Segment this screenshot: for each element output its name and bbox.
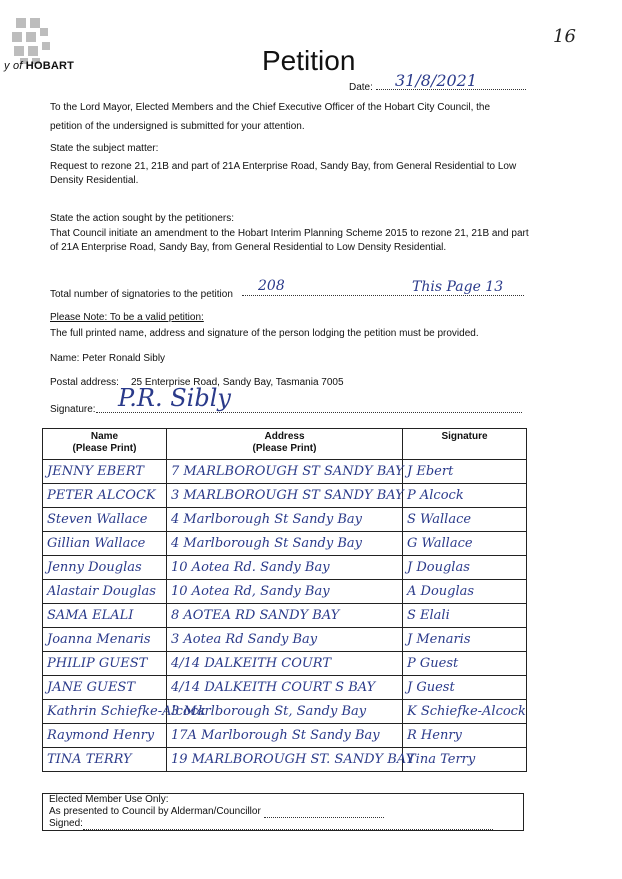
table-row	[43, 604, 527, 628]
signatory-name: Steven Wallace	[43, 508, 167, 532]
signatory-signature: J Ebert	[403, 460, 527, 484]
validity-note-label: Please Note: To be a valid petition:	[50, 312, 204, 323]
signatory-name: JENNY EBERT	[43, 460, 167, 484]
lodger-name: Name: Peter Ronald Sibly	[50, 353, 166, 364]
signatory-address: 3 MARLBOROUGH ST SANDY BAY	[167, 484, 403, 508]
signatory-signature: A Douglas	[403, 580, 527, 604]
signatory-signature: J Menaris	[403, 628, 527, 652]
signatory-address: 7 MARLBOROUGH ST SANDY BAY	[167, 460, 403, 484]
table-row	[43, 532, 527, 556]
date-value: 31/8/2021	[395, 71, 478, 90]
table-row	[43, 556, 527, 580]
signatory-address: 4/14 DALKEITH COURT S BAY	[167, 676, 403, 700]
signatory-name: TINA TERRY	[43, 748, 167, 772]
postal-address-value: 25 Enterprise Road, Sandy Bay, Tasmania 7005	[131, 377, 344, 388]
signatory-signature: G Wallace	[403, 532, 527, 556]
subject-label: State the subject matter:	[50, 143, 159, 154]
signatories-table	[42, 428, 527, 772]
lodger-signature: P.R. Sibly	[118, 384, 231, 412]
table-row	[43, 700, 527, 724]
addressee-text: To the Lord Mayor, Elected Members and the Chief Executive Officer of the Hobart City Council, the petition of the undersigned is submitted for your attention.	[50, 102, 491, 132]
signatory-name: PHILIP GUEST	[43, 652, 167, 676]
signatory-address: 3 Marlborough St, Sandy Bay	[167, 700, 403, 724]
signatory-name: Jenny Douglas	[43, 556, 167, 580]
signatory-signature: J Douglas	[403, 556, 527, 580]
signatory-address: 17A Marlborough St Sandy Bay	[167, 724, 403, 748]
signatory-address: 10 Aotea Rd. Sandy Bay	[167, 556, 403, 580]
signatory-name: Raymond Henry	[43, 724, 167, 748]
validity-note-text: The full printed name, address and signature of the person lodging the petition must be provided.	[50, 328, 479, 339]
signatory-signature: P Alcock	[403, 484, 527, 508]
table-row	[43, 580, 527, 604]
signatory-name: SAMA ELALI	[43, 604, 167, 628]
elected-member-title: Elected Member Use Only:	[49, 794, 169, 805]
signatory-address: 19 MARLBOROUGH ST. SANDY BAY	[167, 748, 403, 772]
date-label: Date:	[349, 82, 373, 93]
signatory-name: PETER ALCOCK	[43, 484, 167, 508]
address-header: Address (Please Print)	[167, 429, 403, 460]
signatory-address: 4 Marlborough St Sandy Bay	[167, 508, 403, 532]
page-count-note: This Page 13	[412, 279, 504, 295]
action-text: That Council initiate an amendment to the Hobart Interim Planning Scheme 2015 to rezone 21, 21B and part of 21A Enterprise Road, Sandy Bay, from General Residential to Low Density Residential.	[50, 228, 529, 253]
subject-text: Request to rezone 21, 21B and part of 21A Enterprise Road, Sandy Bay, from General Residential to Low Density Residential.	[50, 161, 517, 186]
total-signatories-label: Total number of signatories to the petition	[50, 289, 233, 300]
table-row	[43, 652, 527, 676]
signatory-address: 3 Aotea Rd Sandy Bay	[167, 628, 403, 652]
page-number: 16	[553, 26, 576, 47]
signature-label: Signature:	[50, 404, 96, 415]
logo-text: y of HOBART	[4, 60, 75, 72]
postal-address-label: Postal address:	[50, 377, 119, 388]
total-signatories-value: 208	[258, 278, 285, 294]
signatory-signature: P Guest	[403, 652, 527, 676]
signatory-signature: J Guest	[403, 676, 527, 700]
signatory-address: 8 AOTEA RD SANDY BAY	[167, 604, 403, 628]
signatory-name: Alastair Douglas	[43, 580, 167, 604]
signatory-signature: Tina Terry	[403, 748, 527, 772]
table-row	[43, 484, 527, 508]
table-header-row	[43, 429, 527, 460]
signed-line: Signed:	[49, 818, 517, 830]
elected-member-box	[42, 793, 524, 831]
signatory-address: 4 Marlborough St Sandy Bay	[167, 532, 403, 556]
signatory-signature: S Wallace	[403, 508, 527, 532]
signatory-name: Gillian Wallace	[43, 532, 167, 556]
signatory-address: 10 Aotea Rd, Sandy Bay	[167, 580, 403, 604]
signatory-name: Joanna Menaris	[43, 628, 167, 652]
signatory-signature: S Elali	[403, 604, 527, 628]
signatory-name: Kathrin Schiefke-Alcock	[43, 700, 167, 724]
table-row	[43, 724, 527, 748]
table-row	[43, 748, 527, 772]
table-row	[43, 508, 527, 532]
name-header: Name (Please Print)	[43, 429, 167, 460]
table-row	[43, 460, 527, 484]
signatory-name: JANE GUEST	[43, 676, 167, 700]
action-label: State the action sought by the petitioners:	[50, 213, 235, 224]
signatory-address: 4/14 DALKEITH COURT	[167, 652, 403, 676]
presented-by-line: As presented to Council by Alderman/Councillor	[49, 806, 517, 818]
page-title: Petition	[262, 45, 356, 76]
table-row	[43, 628, 527, 652]
signatory-signature: K Schiefke-Alcock	[403, 700, 527, 724]
signature-header: Signature	[403, 429, 527, 460]
signatory-signature: R Henry	[403, 724, 527, 748]
table-row	[43, 676, 527, 700]
